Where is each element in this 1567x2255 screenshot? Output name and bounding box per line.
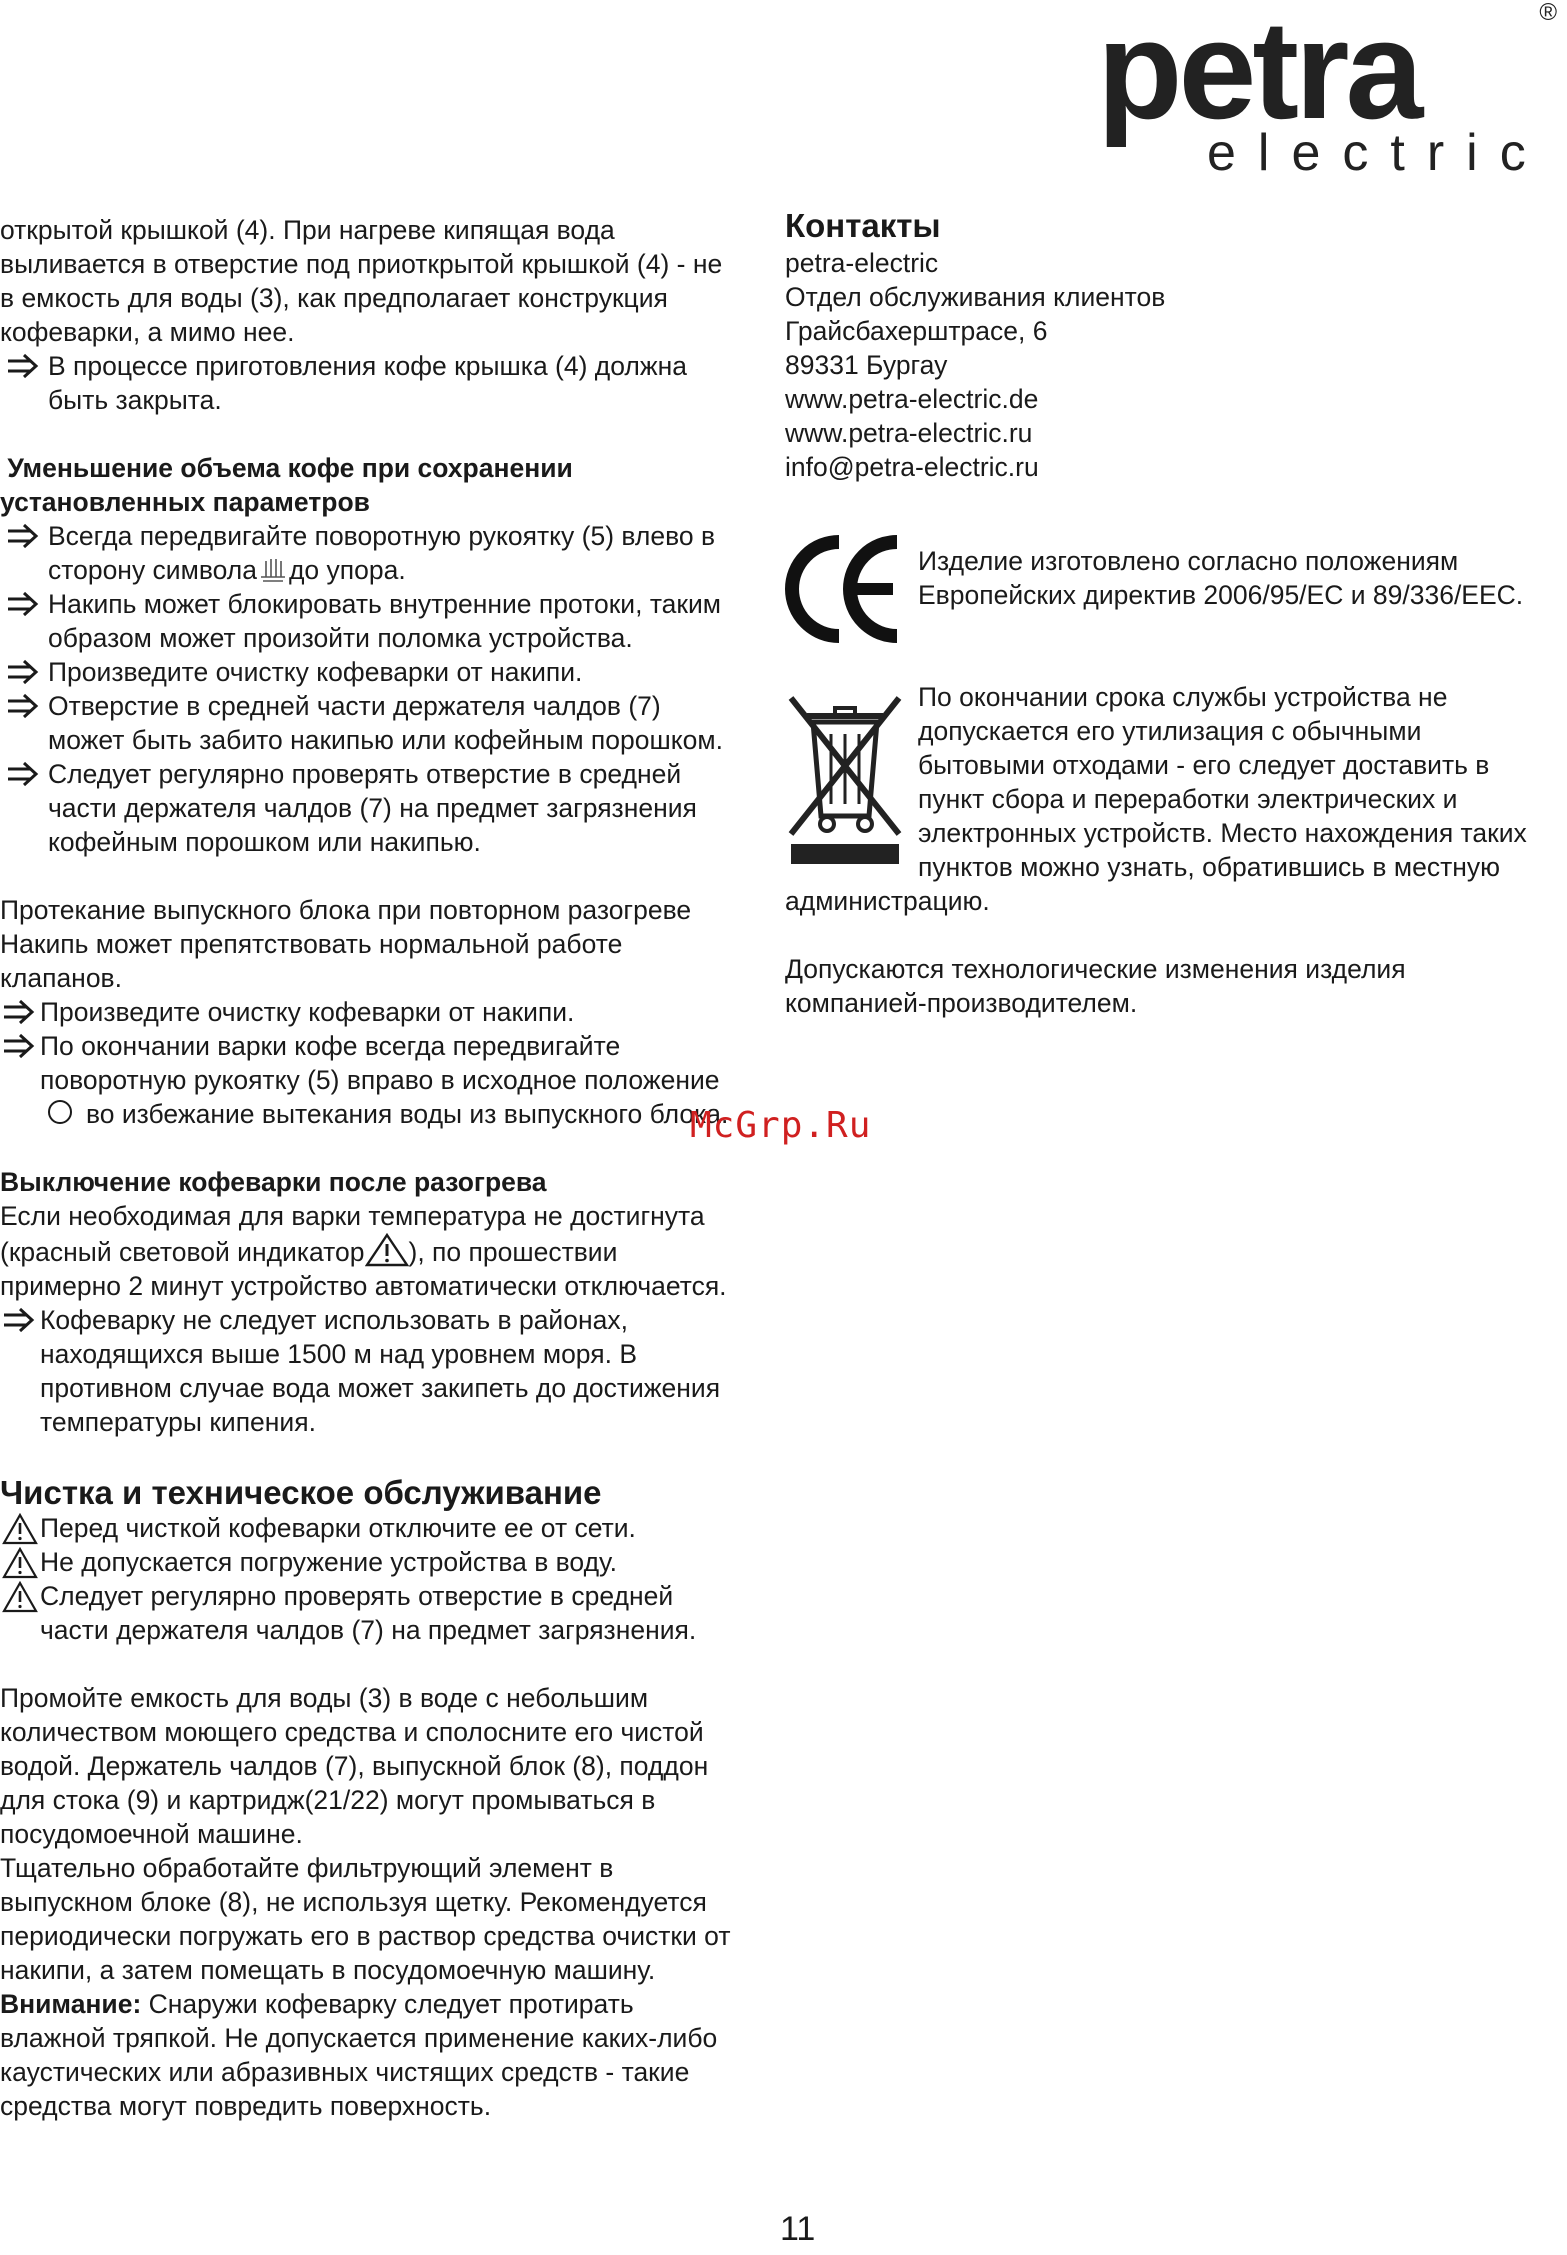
- warning-triangle-icon: [365, 1233, 409, 1267]
- text-line: Европейских директив 2006/95/ЕС и 89/336/ЕЕС.: [918, 580, 1524, 610]
- text-line: Изделие изготовлено согласно положениям: [918, 546, 1459, 576]
- bullet-item: [0, 587, 780, 655]
- warning-triangle-icon: [2, 1581, 38, 1613]
- ce-mark-icon: [785, 534, 901, 644]
- section-heading: Выключение кофеварки после разогрева: [0, 1167, 547, 1197]
- text-line: находящихся выше 1500 м над уровнем моря. В: [40, 1339, 638, 1369]
- text-line: температуры кипения.: [40, 1407, 316, 1437]
- petra-logo-icon: [1097, 0, 1567, 185]
- right-column: [785, 208, 1565, 1020]
- text-line: поворотную рукоятку (5) вправо в исходное положение: [40, 1065, 720, 1095]
- text-span: до упора.: [288, 555, 406, 585]
- text-line: Всегда передвигайте поворотную рукоятку (5) влево в: [48, 521, 716, 551]
- page-number: 11: [780, 2210, 816, 2248]
- text-line: Накипь может блокировать внутренние протоки, таким: [48, 589, 722, 619]
- text-line: [0, 1233, 780, 1269]
- double-arrow-icon: [6, 757, 40, 791]
- warning-item: [0, 1545, 780, 1579]
- double-arrow-icon: [2, 995, 36, 1029]
- logo-wordmark: petra: [1097, 0, 1420, 148]
- text-line: кофейным порошком или накипью.: [48, 827, 481, 857]
- text-line: [48, 553, 780, 587]
- bullet-item: [0, 655, 780, 689]
- circle-position-icon: [46, 1100, 74, 1128]
- text-span: ), по прошествии: [408, 1237, 618, 1267]
- text-line: открытой крышкой (4). При нагреве кипящая вода: [0, 215, 615, 245]
- double-arrow-icon: [6, 519, 40, 553]
- bullet-item: [0, 995, 780, 1029]
- text-line: средства могут повредить поверхность.: [0, 2091, 492, 2121]
- text-line: Если необходимая для варки температура не достигнута: [0, 1201, 705, 1231]
- text-line: [0, 1987, 780, 2021]
- text-line: посудомоечной машине.: [0, 1819, 303, 1849]
- text-line: периодически погружать его в раствор средства очистки от: [0, 1921, 731, 1951]
- text-line: во избежание вытекания воды из выпускного блока.: [86, 1099, 729, 1129]
- double-arrow-icon: [6, 689, 40, 723]
- contact-link[interactable]: www.petra-electric.ru: [785, 418, 1033, 448]
- warning-triangle-icon: [2, 1513, 38, 1545]
- section-title: Чистка и техническое обслуживание: [0, 1474, 602, 1511]
- text-line: части держателя чалдов (7) на предмет загрязнения.: [40, 1615, 697, 1645]
- contact-line: petra-electric: [785, 248, 939, 278]
- text-span: Снаружи кофеварку следует протирать: [141, 1989, 634, 2019]
- text-line: для стока (9) и картридж(21/22) могут промываться в: [0, 1785, 656, 1815]
- crossed-bin-icon: [785, 684, 905, 866]
- text-line: части держателя чалдов (7) на предмет загрязнения: [48, 793, 697, 823]
- warning-item: [0, 1511, 780, 1545]
- text-line: администрацию.: [785, 886, 990, 916]
- text-line: По окончании срока службы устройства не: [918, 682, 1448, 712]
- text-line: допускается его утилизация с обычными: [918, 716, 1422, 746]
- text-line: количеством моющего средства и сполосните его чистой: [0, 1717, 704, 1747]
- warning-triangle-icon: [2, 1547, 38, 1579]
- text-line: Перед чисткой кофеварки отключите ее от сети.: [40, 1513, 636, 1543]
- text-line: каустических или абразивных чистящих средств - такие: [0, 2057, 690, 2087]
- text-line: Следует регулярно проверять отверстие в средней: [48, 759, 682, 789]
- bullet-item: [0, 757, 780, 859]
- text-line: быть закрыта.: [48, 385, 222, 415]
- text-line: Отверстие в средней части держателя чалдов (7): [48, 691, 661, 721]
- text-line: Промойте емкость для воды (3) в воде с небольшим: [0, 1683, 649, 1713]
- bullet-item: [0, 1303, 780, 1439]
- petra-logo: [1097, 0, 1567, 185]
- attention-label: Внимание:: [0, 1989, 142, 2019]
- text-line: Кофеварку не следует использовать в районах,: [40, 1305, 628, 1335]
- text-line: водой. Держатель чалдов (7), выпускной блок (8), поддон: [0, 1751, 709, 1781]
- section-heading: установленных параметров: [0, 487, 370, 517]
- text-line: может быть забито накипью или кофейным порошком.: [48, 725, 723, 755]
- contacts-title: Контакты: [785, 207, 941, 244]
- heat-symbol-icon: [257, 555, 289, 585]
- text-line: кофеварки, а мимо нее.: [0, 317, 295, 347]
- text-line: влажной тряпкой. Не допускается применение каких-либо: [0, 2023, 718, 2053]
- text-span: сторону символа: [48, 555, 257, 585]
- bullet-item: [0, 1029, 780, 1097]
- text-line: выпускном блоке (8), не используя щетку. Рекомендуется: [0, 1887, 707, 1917]
- ce-text: [918, 544, 1567, 612]
- warning-item: [0, 1579, 780, 1647]
- contact-line: Грайсбахерштрасе, 6: [785, 316, 1048, 346]
- registered-mark: ®: [1539, 0, 1557, 26]
- double-arrow-icon: [6, 349, 40, 383]
- double-arrow-icon: [2, 1303, 36, 1337]
- text-line: пункт сбора и переработки электрических и: [918, 784, 1458, 814]
- position-line: [0, 1097, 780, 1131]
- double-arrow-icon: [2, 1029, 36, 1063]
- text-line: Произведите очистку кофеварки от накипи.: [40, 997, 575, 1027]
- text-line: электронных устройств. Место нахождения таких: [918, 818, 1527, 848]
- text-line: противном случае вода может закипеть до достижения: [40, 1373, 721, 1403]
- text-line: бытовыми отходами - его следует доставить в: [918, 750, 1490, 780]
- text-line: в емкость для воды (3), как предполагает конструкция: [0, 283, 668, 313]
- text-line: накипи, а затем помещать в посудомоечную машину.: [0, 1955, 656, 1985]
- text-line: компанией-производителем.: [785, 988, 1138, 1018]
- weee-block: [785, 680, 1565, 918]
- text-line: Протекание выпускного блока при повторном разогреве: [0, 895, 692, 925]
- section-heading: Уменьшение объема кофе при сохранении: [0, 453, 573, 483]
- text-line: По окончании варки кофе всегда передвигайте: [40, 1031, 621, 1061]
- contact-line: 89331 Бургау: [785, 350, 948, 380]
- text-line: Следует регулярно проверять отверстие в средней: [40, 1581, 674, 1611]
- left-column: [0, 213, 780, 2123]
- double-arrow-icon: [6, 655, 40, 689]
- text-line: Произведите очистку кофеварки от накипи.: [48, 657, 583, 687]
- logo-subtext: electric: [1207, 124, 1548, 182]
- text-line: примерно 2 минут устройство автоматически отключается.: [0, 1271, 727, 1301]
- text-line: выливается в отверстие под приоткрытой крышкой (4) - не: [0, 249, 723, 279]
- bullet-item: [0, 519, 780, 587]
- text-line: Тщательно обработайте фильтрующий элемент в: [0, 1853, 614, 1883]
- contact-email[interactable]: info@petra-electric.ru: [785, 452, 1039, 482]
- text-line: В процессе приготовления кофе крышка (4) должна: [48, 351, 687, 381]
- ce-block: [785, 534, 1565, 644]
- text-line: образом может произойти поломка устройства.: [48, 623, 633, 653]
- text-line: Допускаются технологические изменения изделия: [785, 954, 1406, 984]
- watermark: McGrp.Ru: [690, 1105, 872, 1146]
- bullet-item: [0, 349, 780, 417]
- double-arrow-icon: [6, 587, 40, 621]
- text-span: (красный световой индикатор: [0, 1237, 365, 1267]
- contact-link[interactable]: www.petra-electric.de: [785, 384, 1039, 414]
- bullet-item: [0, 689, 780, 757]
- text-line: Накипь может препятствовать нормальной работе: [0, 929, 623, 959]
- contact-line: Отдел обслуживания клиентов: [785, 282, 1166, 312]
- text-line: Не допускается погружение устройства в воду.: [40, 1547, 617, 1577]
- text-line: пунктов можно узнать, обратившись в местную: [918, 852, 1500, 882]
- text-line: клапанов.: [0, 963, 122, 993]
